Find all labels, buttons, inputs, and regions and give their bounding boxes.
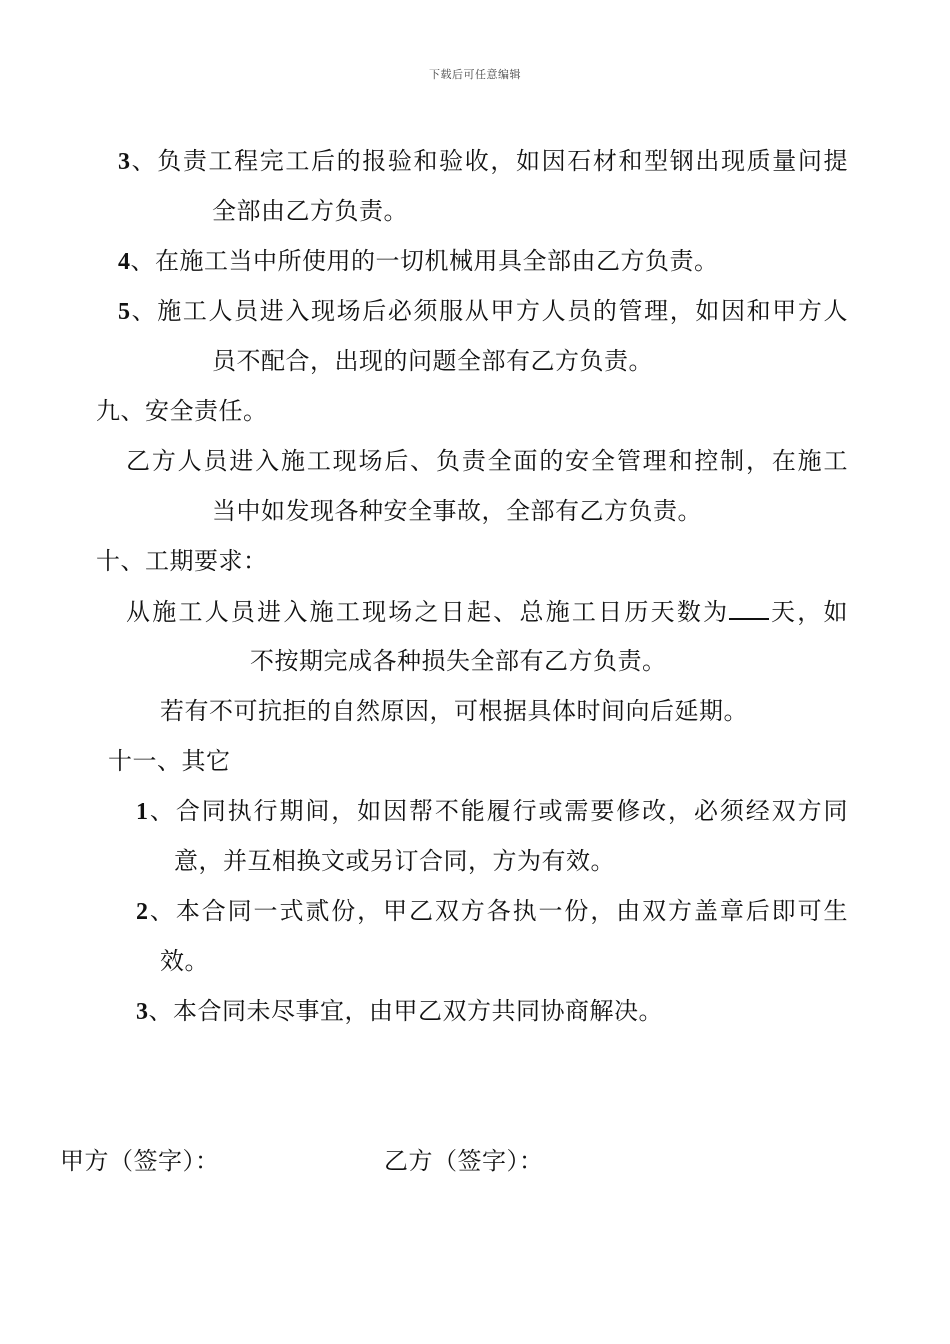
section-9-line-1: 乙方人员进入施工现场后、负责全面的安全管理和控制，在施工 xyxy=(126,447,848,475)
clause-11-2-line-1 xyxy=(136,896,848,927)
clause-8-5-line-1 xyxy=(118,296,848,327)
section-10-heading: 十、工期要求： xyxy=(96,547,268,575)
clause-number: 2 xyxy=(136,899,149,925)
section-10-text: 从施工人员进入施工现场之日起、总施工日历天数为 xyxy=(126,598,730,626)
section-10-line-2: 不按期完成各种损失全部有乙方负责。 xyxy=(250,647,667,675)
days-blank xyxy=(729,596,769,620)
section-10-line-3: 若有不可抗拒的自然原因，可根据具体时间向后延期。 xyxy=(160,697,748,725)
clause-number: 3 xyxy=(136,999,149,1025)
party-b-signature-label: 乙方（签字）： xyxy=(384,1147,544,1175)
clause-text: 、负责工程完工后的报验和验收，如因石材和型钢出现质量问提 xyxy=(130,147,848,175)
clause-11-2-line-2: 效。 xyxy=(160,947,209,975)
clause-11-1-line-2: 意，并互相换文或另订合同，方为有效。 xyxy=(174,847,615,875)
clause-text: 、本合同一式贰份，甲乙双方各执一份，由双方盖章后即可生 xyxy=(148,897,848,925)
clause-text: 、在施工当中所使用的一切机械用具全部由乙方负责。 xyxy=(130,247,719,275)
header-note: 下载后可任意编辑 xyxy=(429,68,521,81)
clause-text: 、施工人员进入现场后必须服从甲方人员的管理，如因和甲方人 xyxy=(130,297,848,325)
party-a-signature-label: 甲方（签字）： xyxy=(60,1147,220,1175)
section-9-line-2: 当中如发现各种安全事故，全部有乙方负责。 xyxy=(212,497,702,525)
clause-8-3-line-2: 全部由乙方负责。 xyxy=(212,197,408,225)
clause-11-3 xyxy=(136,996,663,1027)
section-9-heading: 九、安全责任。 xyxy=(96,397,268,425)
clause-text: 、本合同未尽事宜，由甲乙双方共同协商解决。 xyxy=(148,997,663,1025)
clause-8-4 xyxy=(118,246,719,277)
section-10-line-1 xyxy=(126,596,848,627)
clause-number: 4 xyxy=(118,249,131,275)
section-11-heading: 十一、其它 xyxy=(108,747,231,775)
clause-11-1-line-1 xyxy=(136,796,848,827)
clause-text: 、合同执行期间，如因帮不能履行或需要修改，必须经双方同 xyxy=(148,797,848,825)
clause-number: 5 xyxy=(118,299,131,325)
section-10-text-post: 天，如 xyxy=(769,598,849,626)
clause-8-5-line-2: 员不配合，出现的问题全部有乙方负责。 xyxy=(212,347,653,375)
clause-number: 3 xyxy=(118,149,131,175)
clause-number: 1 xyxy=(136,799,149,825)
clause-8-3-line-1 xyxy=(118,146,848,177)
